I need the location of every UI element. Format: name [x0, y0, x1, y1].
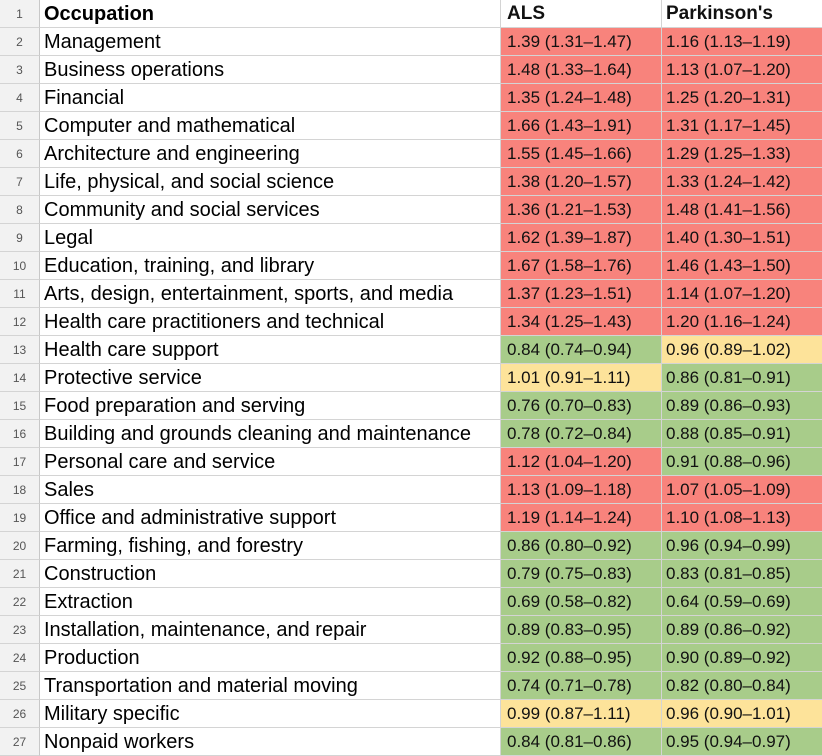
row-number[interactable]: 18 [0, 476, 40, 504]
table-row [0, 224, 822, 252]
row-number[interactable]: 7 [0, 168, 40, 196]
als-value-cell[interactable]: 1.13 (1.09–1.18) [501, 476, 662, 504]
table-row [0, 336, 822, 364]
als-value-cell[interactable]: 1.37 (1.23–1.51) [501, 280, 662, 308]
table-row [0, 112, 822, 140]
table-row [0, 672, 822, 700]
table-row [0, 728, 822, 756]
table-row [0, 644, 822, 672]
als-value-cell[interactable]: 0.84 (0.81–0.86) [501, 728, 662, 756]
als-value-cell[interactable]: 1.55 (1.45–1.66) [501, 140, 662, 168]
row-number[interactable]: 15 [0, 392, 40, 420]
occupation-cell[interactable]: Personal care and service [40, 448, 501, 476]
parkinsons-value-cell[interactable]: 1.25 (1.20–1.31) [662, 84, 822, 112]
row-number[interactable]: 1 [0, 0, 40, 28]
parkinsons-value-cell[interactable]: 1.16 (1.13–1.19) [662, 28, 822, 56]
parkinsons-value-cell[interactable]: 1.46 (1.43–1.50) [662, 252, 822, 280]
row-number[interactable]: 10 [0, 252, 40, 280]
occupation-cell[interactable]: Health care support [40, 336, 501, 364]
occupation-cell[interactable]: Farming, fishing, and forestry [40, 532, 501, 560]
occupation-cell[interactable]: Health care practitioners and technical [40, 308, 501, 336]
parkinsons-value-cell[interactable]: 1.33 (1.24–1.42) [662, 168, 822, 196]
occupation-cell[interactable]: Architecture and engineering [40, 140, 501, 168]
parkinsons-value-cell[interactable]: 1.31 (1.17–1.45) [662, 112, 822, 140]
row-number[interactable]: 9 [0, 224, 40, 252]
row-number[interactable]: 13 [0, 336, 40, 364]
parkinsons-value-cell[interactable]: 1.13 (1.07–1.20) [662, 56, 822, 84]
als-value-cell[interactable]: 0.69 (0.58–0.82) [501, 588, 662, 616]
row-number[interactable]: 22 [0, 588, 40, 616]
occupation-cell[interactable]: Financial [40, 84, 501, 112]
row-number[interactable]: 14 [0, 364, 40, 392]
table-row [0, 560, 822, 588]
occupation-cell[interactable]: Transportation and material moving [40, 672, 501, 700]
occupation-cell[interactable]: Building and grounds cleaning and maintenance [40, 420, 501, 448]
occupation-cell[interactable]: Sales [40, 476, 501, 504]
row-number[interactable]: 6 [0, 140, 40, 168]
als-value-cell[interactable]: 0.92 (0.88–0.95) [501, 644, 662, 672]
als-value-cell[interactable]: 0.89 (0.83–0.95) [501, 616, 662, 644]
als-value-cell[interactable]: 0.79 (0.75–0.83) [501, 560, 662, 588]
als-value-cell[interactable]: 1.34 (1.25–1.43) [501, 308, 662, 336]
table-row [0, 252, 822, 280]
occupation-cell[interactable]: Office and administrative support [40, 504, 501, 532]
row-number[interactable]: 4 [0, 84, 40, 112]
row-number[interactable]: 8 [0, 196, 40, 224]
table-row [0, 28, 822, 56]
table-row [0, 196, 822, 224]
parkinsons-value-cell[interactable]: 0.96 (0.90–1.01) [662, 700, 822, 728]
table-row [0, 168, 822, 196]
als-value-cell[interactable]: 1.66 (1.43–1.91) [501, 112, 662, 140]
als-value-cell[interactable]: 1.67 (1.58–1.76) [501, 252, 662, 280]
als-value-cell[interactable]: 1.39 (1.31–1.47) [501, 28, 662, 56]
occupation-cell[interactable]: Production [40, 644, 501, 672]
parkinsons-value-cell[interactable]: 0.83 (0.81–0.85) [662, 560, 822, 588]
table-row [0, 420, 822, 448]
table-row [0, 700, 822, 728]
occupation-cell[interactable]: Education, training, and library [40, 252, 501, 280]
table-row [0, 532, 822, 560]
parkinsons-value-cell[interactable]: 0.96 (0.94–0.99) [662, 532, 822, 560]
als-value-cell[interactable]: 1.01 (0.91–1.11) [501, 364, 662, 392]
parkinsons-value-cell[interactable]: 0.90 (0.89–0.92) [662, 644, 822, 672]
als-value-cell[interactable]: 1.48 (1.33–1.64) [501, 56, 662, 84]
parkinsons-value-cell[interactable]: 1.14 (1.07–1.20) [662, 280, 822, 308]
parkinsons-value-cell[interactable]: 0.64 (0.59–0.69) [662, 588, 822, 616]
als-value-cell[interactable]: 1.19 (1.14–1.24) [501, 504, 662, 532]
row-number[interactable]: 17 [0, 448, 40, 476]
row-number[interactable]: 26 [0, 700, 40, 728]
table-row [0, 616, 822, 644]
row-number[interactable]: 5 [0, 112, 40, 140]
row-number[interactable]: 27 [0, 728, 40, 756]
als-value-cell[interactable]: 0.74 (0.71–0.78) [501, 672, 662, 700]
table-row [0, 84, 822, 112]
table-row [0, 588, 822, 616]
parkinsons-value-cell[interactable]: 1.29 (1.25–1.33) [662, 140, 822, 168]
occupation-cell[interactable]: Construction [40, 560, 501, 588]
parkinsons-value-cell[interactable]: 1.10 (1.08–1.13) [662, 504, 822, 532]
table-row [0, 56, 822, 84]
parkinsons-value-cell[interactable]: 1.48 (1.41–1.56) [662, 196, 822, 224]
row-number[interactable]: 21 [0, 560, 40, 588]
parkinsons-value-cell[interactable]: 0.89 (0.86–0.92) [662, 616, 822, 644]
parkinsons-value-cell[interactable]: 0.86 (0.81–0.91) [662, 364, 822, 392]
row-number[interactable]: 20 [0, 532, 40, 560]
row-number[interactable]: 3 [0, 56, 40, 84]
table-row [0, 280, 822, 308]
parkinsons-value-cell[interactable]: 1.20 (1.16–1.24) [662, 308, 822, 336]
row-number[interactable]: 23 [0, 616, 40, 644]
als-value-cell[interactable]: 0.99 (0.87–1.11) [501, 700, 662, 728]
table-row [0, 364, 822, 392]
table-row [0, 392, 822, 420]
als-value-cell[interactable]: 0.86 (0.80–0.92) [501, 532, 662, 560]
occupation-cell[interactable]: Food preparation and serving [40, 392, 501, 420]
occupation-cell[interactable]: Protective service [40, 364, 501, 392]
parkinsons-value-cell[interactable]: 0.89 (0.86–0.93) [662, 392, 822, 420]
row-number[interactable]: 2 [0, 28, 40, 56]
als-value-cell[interactable]: 0.76 (0.70–0.83) [501, 392, 662, 420]
als-value-cell[interactable]: 0.78 (0.72–0.84) [501, 420, 662, 448]
row-number[interactable]: 19 [0, 504, 40, 532]
occupation-cell[interactable]: Management [40, 28, 501, 56]
occupation-cell[interactable]: Legal [40, 224, 501, 252]
parkinsons-value-cell[interactable]: 0.91 (0.88–0.96) [662, 448, 822, 476]
als-value-cell[interactable]: 1.38 (1.20–1.57) [501, 168, 662, 196]
table-row [0, 308, 822, 336]
table-row [0, 504, 822, 532]
occupation-cell[interactable]: Life, physical, and social science [40, 168, 501, 196]
occupation-header-cell[interactable]: Occupation [40, 0, 501, 28]
row-number[interactable]: 24 [0, 644, 40, 672]
als-header-cell[interactable]: ALS [501, 0, 662, 28]
header-row [0, 0, 822, 28]
parkinsons-header-cell[interactable]: Parkinson's [662, 0, 822, 28]
table-row [0, 476, 822, 504]
row-number[interactable]: 16 [0, 420, 40, 448]
als-value-cell[interactable]: 1.62 (1.39–1.87) [501, 224, 662, 252]
occupation-cell[interactable]: Computer and mathematical [40, 112, 501, 140]
parkinsons-value-cell[interactable]: 0.95 (0.94–0.97) [662, 728, 822, 756]
als-value-cell[interactable]: 1.35 (1.24–1.48) [501, 84, 662, 112]
parkinsons-value-cell[interactable]: 1.07 (1.05–1.09) [662, 476, 822, 504]
table-row [0, 140, 822, 168]
occupation-cell[interactable]: Extraction [40, 588, 501, 616]
parkinsons-value-cell[interactable]: 0.96 (0.89–1.02) [662, 336, 822, 364]
parkinsons-value-cell[interactable]: 0.88 (0.85–0.91) [662, 420, 822, 448]
parkinsons-value-cell[interactable]: 0.82 (0.80–0.84) [662, 672, 822, 700]
row-number[interactable]: 12 [0, 308, 40, 336]
occupation-cell[interactable]: Community and social services [40, 196, 501, 224]
occupation-cell[interactable]: Installation, maintenance, and repair [40, 616, 501, 644]
als-value-cell[interactable]: 1.36 (1.21–1.53) [501, 196, 662, 224]
table-row [0, 448, 822, 476]
parkinsons-value-cell[interactable]: 1.40 (1.30–1.51) [662, 224, 822, 252]
occupation-cell[interactable]: Military specific [40, 700, 501, 728]
als-value-cell[interactable]: 1.12 (1.04–1.20) [501, 448, 662, 476]
occupation-cell[interactable]: Nonpaid workers [40, 728, 501, 756]
occupation-cell[interactable]: Arts, design, entertainment, sports, and media [40, 280, 501, 308]
als-value-cell[interactable]: 0.84 (0.74–0.94) [501, 336, 662, 364]
occupation-cell[interactable]: Business operations [40, 56, 501, 84]
row-number[interactable]: 11 [0, 280, 40, 308]
row-number[interactable]: 25 [0, 672, 40, 700]
